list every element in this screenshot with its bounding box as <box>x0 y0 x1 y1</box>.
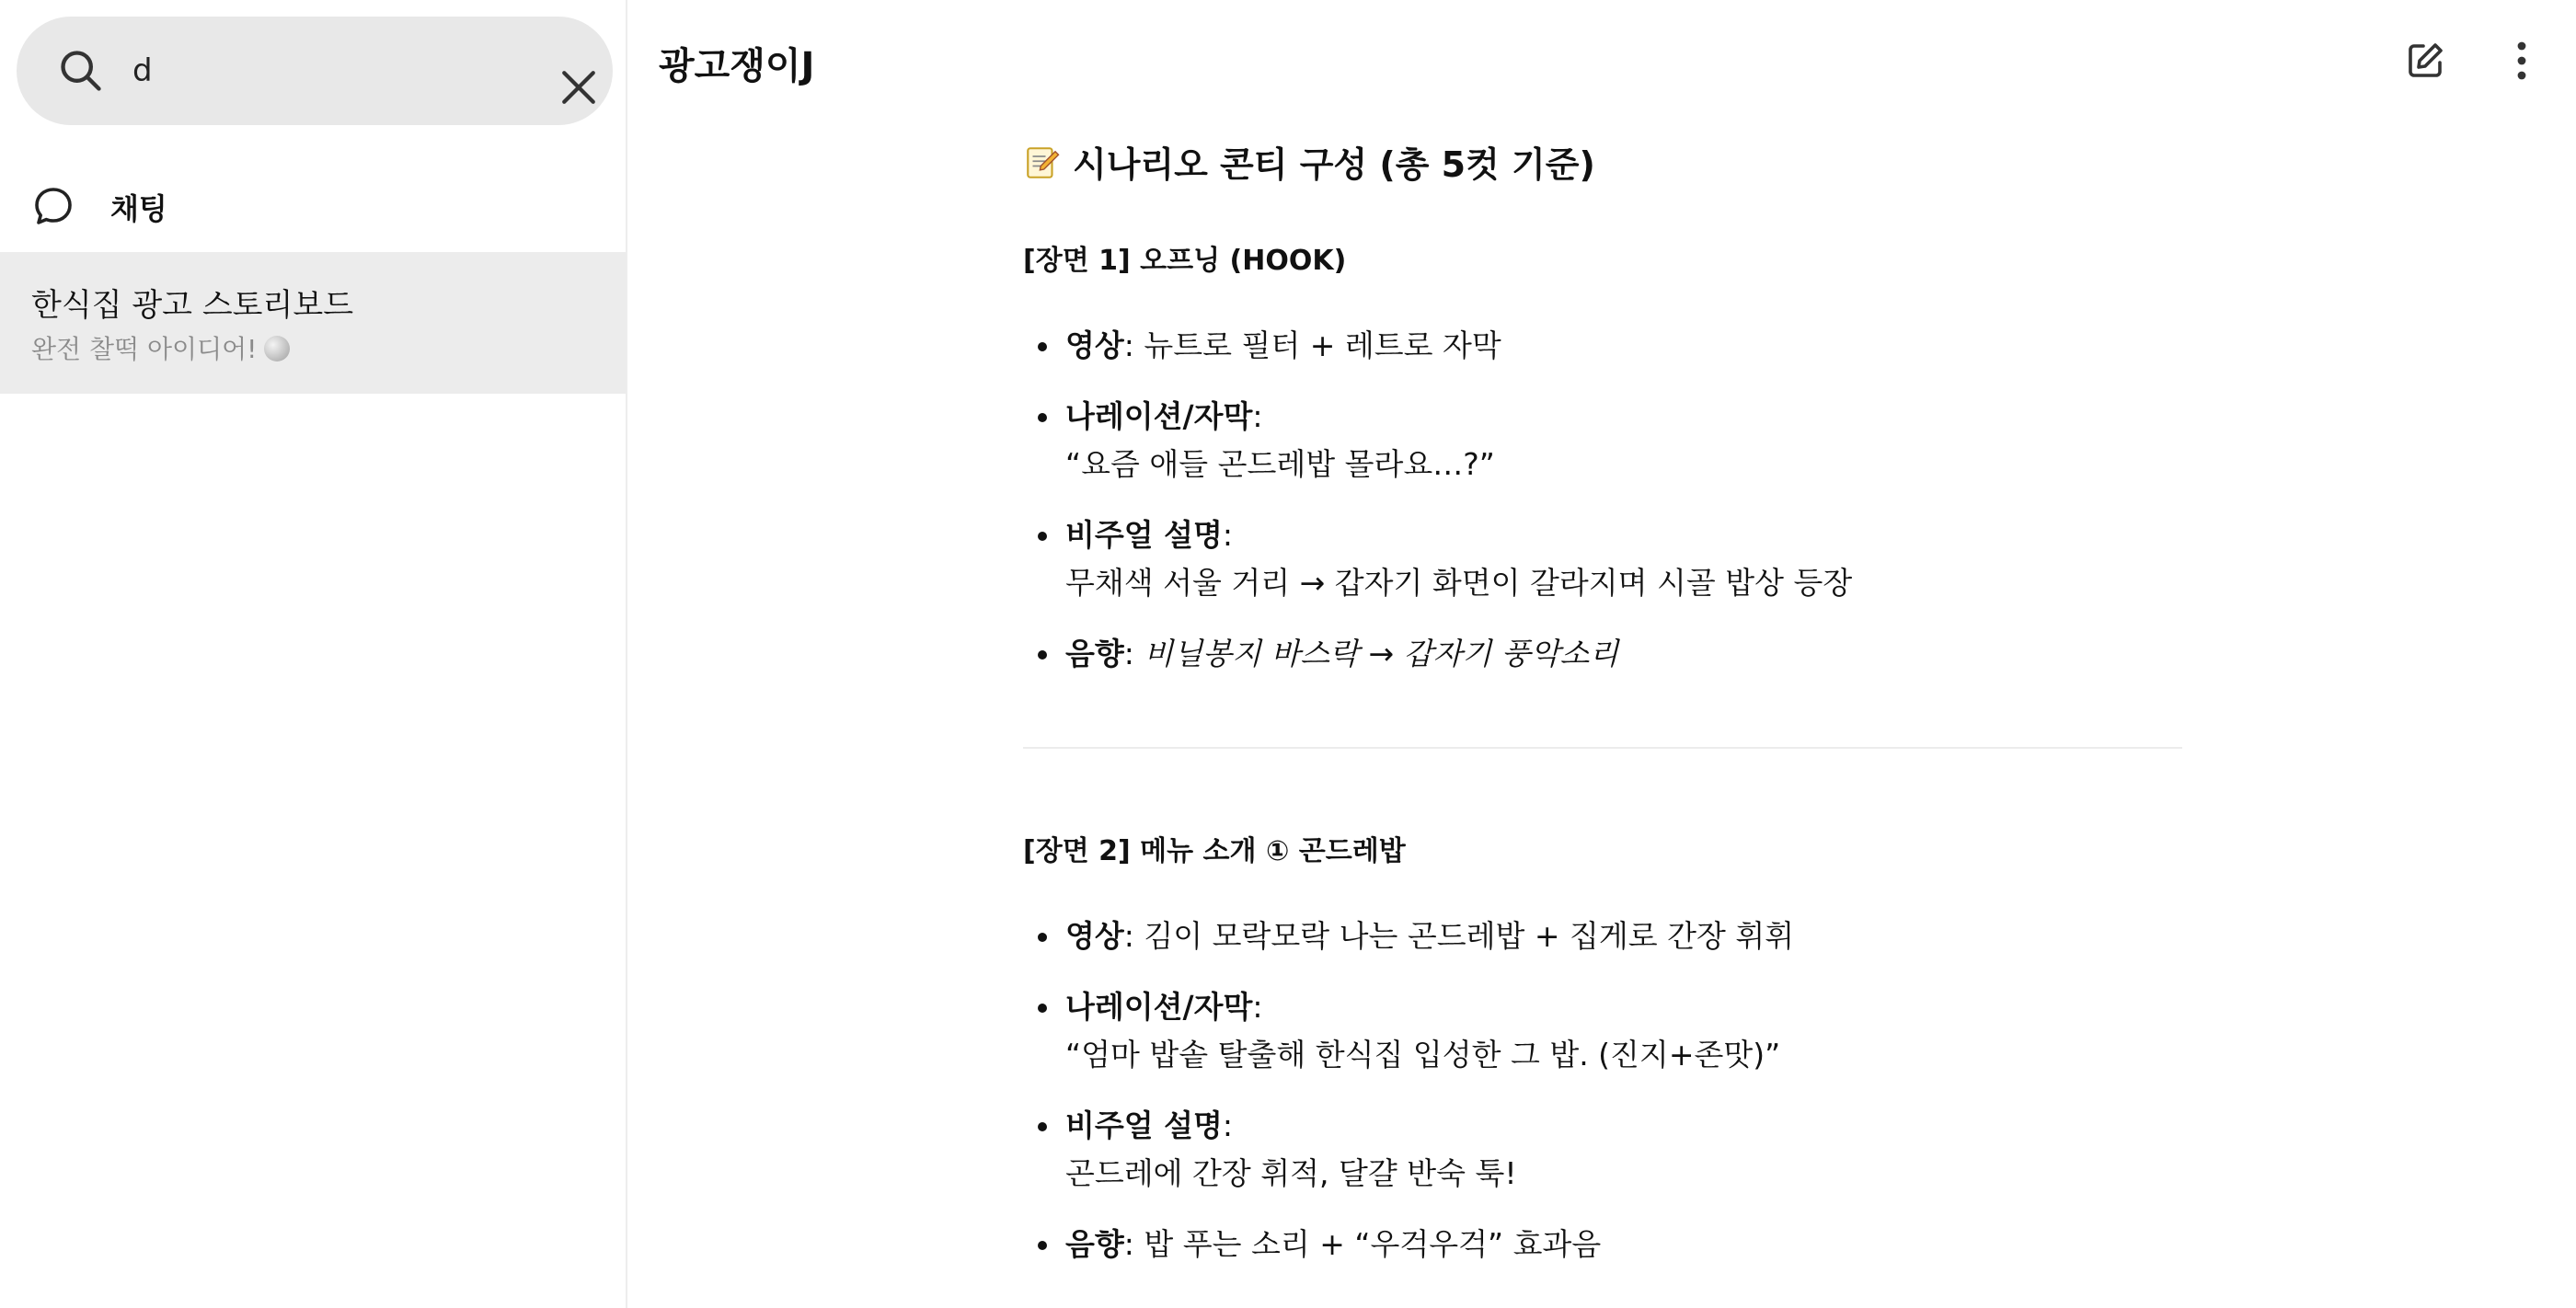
edit-icon[interactable] <box>2403 39 2447 83</box>
conversation-title: 광고쟁이J <box>659 45 815 87</box>
search-result-item[interactable] <box>0 252 626 394</box>
item-label: 음향 <box>1065 636 1124 671</box>
memo-icon <box>1023 143 1062 182</box>
list-item <box>1023 511 2182 607</box>
item-label: 나레이션/자막 <box>1065 398 1253 434</box>
search-icon[interactable] <box>57 47 105 95</box>
scene-bullet-list <box>1023 322 2182 701</box>
item-text: 곤드레에 간장 휘적, 달걀 반숙 툭! <box>1065 1155 1517 1191</box>
scene-title: [장면 1] 오프닝 (HOOK) <box>1023 245 1347 277</box>
divider <box>1023 747 2182 749</box>
sidebar <box>0 0 627 1308</box>
item-label: 비주얼 설명 <box>1065 1107 1223 1143</box>
result-title: 한식집 광고 스토리보드 <box>31 287 354 324</box>
section-label: 채팅 <box>110 191 167 226</box>
search-bar <box>17 17 613 125</box>
item-sep: : <box>1123 918 1134 954</box>
more-vertical-icon[interactable] <box>2508 39 2536 83</box>
result-snippet-text: 완전 찰떡 아이디어! <box>31 334 258 364</box>
list-item <box>1023 630 2182 678</box>
item-label: 영상 <box>1065 327 1124 363</box>
close-icon[interactable] <box>559 68 598 107</box>
item-text: 김이 모락모락 나는 곤드레밥 + 집게로 간장 휘휘 <box>1133 918 1795 954</box>
item-sep: : <box>1123 636 1134 671</box>
result-snippet <box>31 329 290 366</box>
item-label: 음향 <box>1065 1226 1124 1262</box>
list-item <box>1023 1102 2182 1198</box>
list-item <box>1023 393 2182 488</box>
item-text: 비닐봉지 바스락 → 갑자기 풍악소리 <box>1144 636 1619 671</box>
scene-title: [장면 2] 메뉴 소개 ① 곤드레밥 <box>1023 835 1406 867</box>
item-sep: : <box>1123 327 1134 363</box>
item-label: 영상 <box>1065 918 1124 954</box>
item-label: 나레이션/자막 <box>1065 989 1253 1025</box>
item-text: “엄마 밥솥 탈출해 한식집 입성한 그 밥. (진지+존맛)” <box>1065 1037 1781 1073</box>
list-item <box>1023 983 2182 1079</box>
list-item <box>1023 322 2182 370</box>
item-text: 뉴트로 필터 + 레트로 자막 <box>1133 327 1501 363</box>
list-item <box>1023 1221 2182 1268</box>
message-heading <box>1023 136 1595 187</box>
moon-emoji-icon <box>264 336 290 361</box>
item-sep: : <box>1222 517 1234 553</box>
list-item <box>1023 912 2182 960</box>
item-text: 무채색 서울 거리 → 갑자기 화면이 갈라지며 시골 밥상 등장 <box>1065 565 1853 601</box>
chat-section-header <box>0 169 626 243</box>
item-sep: : <box>1252 989 1263 1025</box>
item-sep: : <box>1123 1226 1134 1262</box>
item-text: 밥 푸는 소리 + “우걱우걱” 효과음 <box>1133 1226 1602 1262</box>
heading-text: 시나리오 콘티 구성 (총 5컷 기준) <box>1073 144 1595 185</box>
item-sep: : <box>1252 398 1263 434</box>
scene-bullet-list <box>1023 912 2182 1291</box>
item-label: 비주얼 설명 <box>1065 517 1223 553</box>
item-text: “요즘 애들 곤드레밥 몰라요…?” <box>1065 446 1495 482</box>
item-sep: : <box>1222 1107 1234 1143</box>
search-input[interactable] <box>132 40 537 101</box>
chat-bubble-icon <box>31 184 75 228</box>
